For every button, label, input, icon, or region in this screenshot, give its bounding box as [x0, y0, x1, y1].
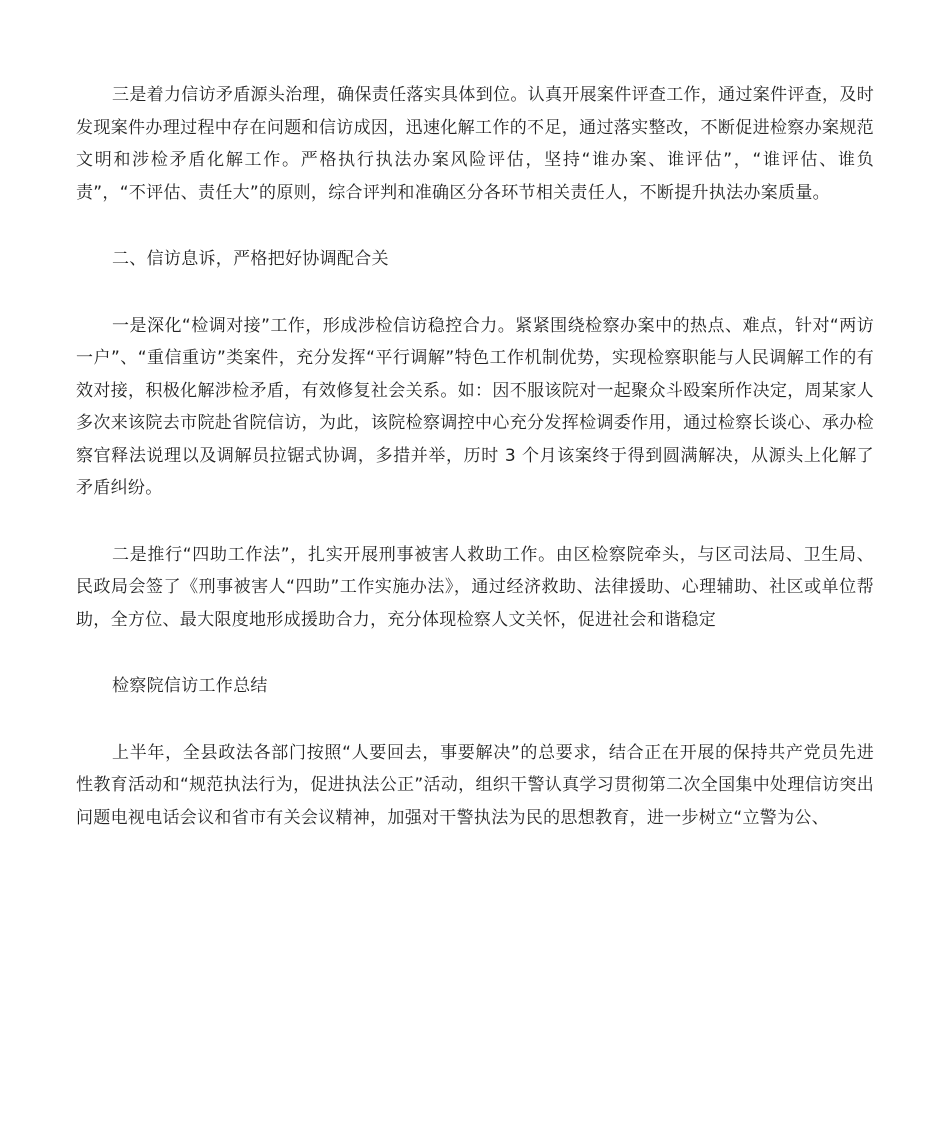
section-heading-coordination: 二、信访息诉，严格把好协调配合关 — [112, 249, 389, 269]
paragraph-mediation-docking: 一是深化“检调对接”工作，形成涉检信访稳控合力。紧紧围绕检察办案中的热点、难点，针对“两访一户”、“重信重访”类案件，充分发挥“平行调解”特色工作机制优势，实现检察职能与人民调解工作的有效对接，积极化解涉检矛盾，有效修复社会关系。如：因不服该院对一起聚众斗殴案所作决定，周某家人多次来该院去市院赴省院信访，为此，该院检察调控中心充分发挥检调委作用，通过检察长谈心、承办检察官释法说理以及调解员拉锯式协调，多措并举，历时 3 个月该案终于得到圆满解决，从源头上化解了矛盾纠纷。 — [76, 315, 874, 498]
paragraph-first-half-year: 上半年，全县政法各部门按照“人要回去，事要解决”的总要求，结合正在开展的保持共产党员先进性教育活动和“规范执法行为，促进执法公正”活动，组织干警认真学习贯彻第二次全国集中处理信访突出问题电视电话会议和省市有关会议精神，加强对干警执法为民的思想教育，进一步树立“立警为公、 — [76, 742, 874, 828]
paragraph-source-governance: 三是着力信访矛盾源头治理，确保责任落实具体到位。认真开展案件评查工作，通过案件评查，及时发现案件办理过程中存在问题和信访成因，迅速化解工作的不足，通过落实整改，不断促进检察办案规范文明和涉检矛盾化解工作。严格执行执法办案风险评估，坚持“谁办案、谁评估”，“谁评估、谁负责”，“不评估、责任大”的原则，综合评判和准确区分各环节相关责任人，不断提升执法办案质量。 — [76, 85, 874, 203]
document-title-summary: 检察院信访工作总结 — [112, 676, 268, 696]
document-body — [76, 79, 874, 868]
paragraph-victim-assistance: 二是推行“四助工作法”，扎实开展刑事被害人救助工作。由区检察院牵头，与区司法局、卫生局、民政局会签了《刑事被害人“四助”工作实施办法》，通过经济救助、法律援助、心理辅助、社区或单位帮助，全方位、最大限度地形成援助合力，充分体现检察人文关怀，促进社会和谐稳定 — [76, 544, 874, 630]
